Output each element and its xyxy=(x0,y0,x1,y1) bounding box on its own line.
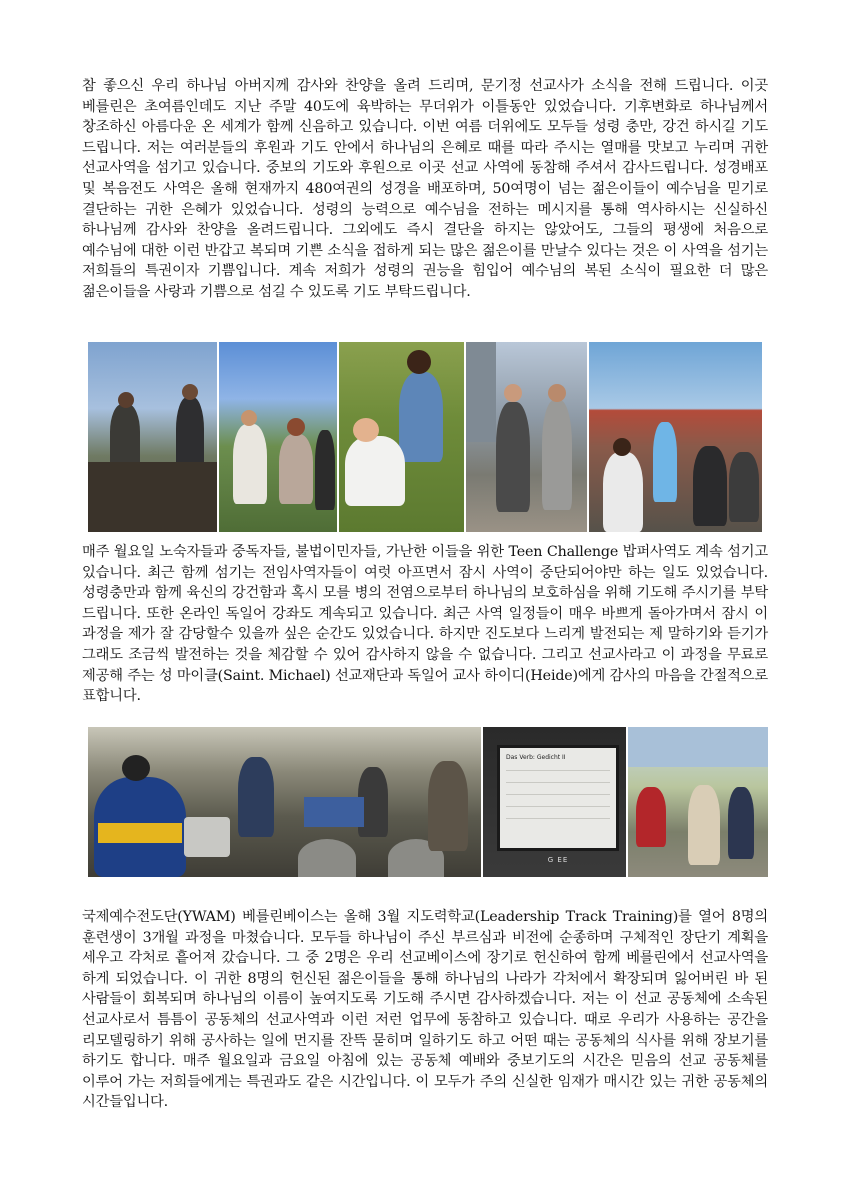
photo-collage-evangelism xyxy=(88,342,762,532)
photo-plaza-meeting xyxy=(589,342,762,532)
photo-food-distribution xyxy=(88,727,481,877)
photo-park-group xyxy=(219,342,336,532)
photo-collage-ministry xyxy=(88,727,768,877)
paragraph-intro: 참 좋으신 우리 하나님 아버지께 감사와 찬양을 올려 드리며, 문기정 선교사가 소식을 전해 드립니다. 이곳 베를린은 초여름인데도 지난 주말 40도에 육박하는 무더위가 이틀동안 있었습니다. 기후변화로 하나님께서 창조하신 아름다운 온 세계가 함께 신음하고 있습니다. 이번 여름 더위에도 모두들 성령 충만, 강건 하시길 기도 드립니다. 저는 여러분들의 후원과 기도 안에서 하나님의 은혜로 때를 따라 주시는 열매를 맛보고 누리며 귀한 선교사역을 섬기고 있습니다. 중보의 기도와 후원으로 이곳 선교 사역에 동참해 주셔서 감사드립니다. 성경배포 및 복음전도 사역은 올해 현재까지 480여권의 성경을 배포하며, 50여명이 넘는 젊은이들이 예수님을 믿기로 결단하는 귀한 은혜가 있었습니다. 성령의 능력으로 예수님을 전하는 메시지를 통해 역사하시는 신실하신 하나님께 감사와 찬양을 올려드립니다. 그외에도 즉시 결단을 하지는 않았어도, 그들의 평생에 처음으로 예수님에 대한 이런 반갑고 복되며 기쁜 소식을 접하게 되는 많은 젊은이를 만날수 있다는 것은 이 사역을 섬기는 저희들의 특권이자 기쁨입니다. 계속 저희가 성령의 권능을 힘입어 예수님의 복된 소식이 필요한 더 많은 젊은이들을 사랑과 기쁨으로 섬길 수 있도록 기도 부탁드립니다. xyxy=(82,78,768,300)
photo-online-german-class xyxy=(483,727,626,877)
photo-grass-talk xyxy=(339,342,464,532)
laptop-brand: G EE xyxy=(547,856,569,864)
photo-bench-conversation xyxy=(88,342,217,532)
paragraph-ywam: 국제예수전도단(YWAM) 베를린베이스는 올해 3월 지도력학교(Leadership Track Training)를 열어 8명의 훈련생이 3개월 과정을 마쳤습니다. 모두들 하나님이 주신 부르심과 비전에 순종하며 구체적인 장단기 계획을 세우고 각처로 흩어져 갔습니다. 그 중 2명은 우리 선교베이스에 장기로 헌신하여 함께 베를린에서 선교사역을 하게 되었습니다. 이 귀한 8명의 헌신된 젊은이들을 통해 하나님의 나라가 각처에서 확장되며 잃어버린 바 된 사람들이 회복되며 하나님의 이름이 높여지도록 기도해 주시면 감사하겠습니다. 저는 이 선교 공동체에 소속된 선교사로서 틈틈이 공동체의 선교사역과 이런 저런 업무에 동참하고 있습니다. 때로 우리가 사용하는 공간을 리모델링하기 위해 공사하는 일에 먼지를 잔뜩 묻히며 일하기도 하고 어떤 때는 공동체의 식사를 위해 장보기를 하기도 합니다. 매주 월요일과 금요일 아침에 있는 공동체 예배와 중보기도의 시간은 믿음의 선교 공동체를 이루어 가는 저희들에게는 특권과도 같은 시간입니다. 이 모두가 주의 신실한 임재가 매시간 있는 귀한 공동체의 시간들입니다. xyxy=(82,909,768,1111)
paragraph-teen-challenge: 매주 월요일 노숙자들과 중독자들, 불법이민자들, 가난한 이들을 위한 Teen Challenge 밥퍼사역도 계속 섬기고 있습니다. 최근 함께 섬기는 전임사역자들이 여럿 아프면서 잠시 사역이 중단되어야만 하는 일도 있었습니다. 성령충만과 함께 육신의 강건함과 혹시 모를 병의 전염으로부터 하나님의 보호하심을 위해 기도해 주시기를 부탁 드립니다. 또한 온라인 독일어 강좌도 계속되고 있습니다. 최근 사역 일정들이 매우 바쁘게 돌아가며서 잠시 이 과정을 제가 잘 감당할수 있을까 싶은 순간도 있었습니다. 하지만 진도보다 느리게 발전되는 제 말하기와 듣기가 그래도 조금씩 발전하는 것을 체감할 수 있어 감사하지 않을 수 없습니다. 그리고 선교사라고 이 과정을 무료로 제공해 주는 성 마이클(Saint. Michael) 선교재단과 독일어 교사 하이디(Heide)에게 감사의 마음을 간절적으로 표합니다. xyxy=(82,544,768,705)
laptop-screen xyxy=(497,745,619,864)
photo-city-street xyxy=(466,342,587,532)
photo-street-park xyxy=(628,727,768,877)
screen-title: Das Verb: Gedicht II xyxy=(506,754,566,761)
